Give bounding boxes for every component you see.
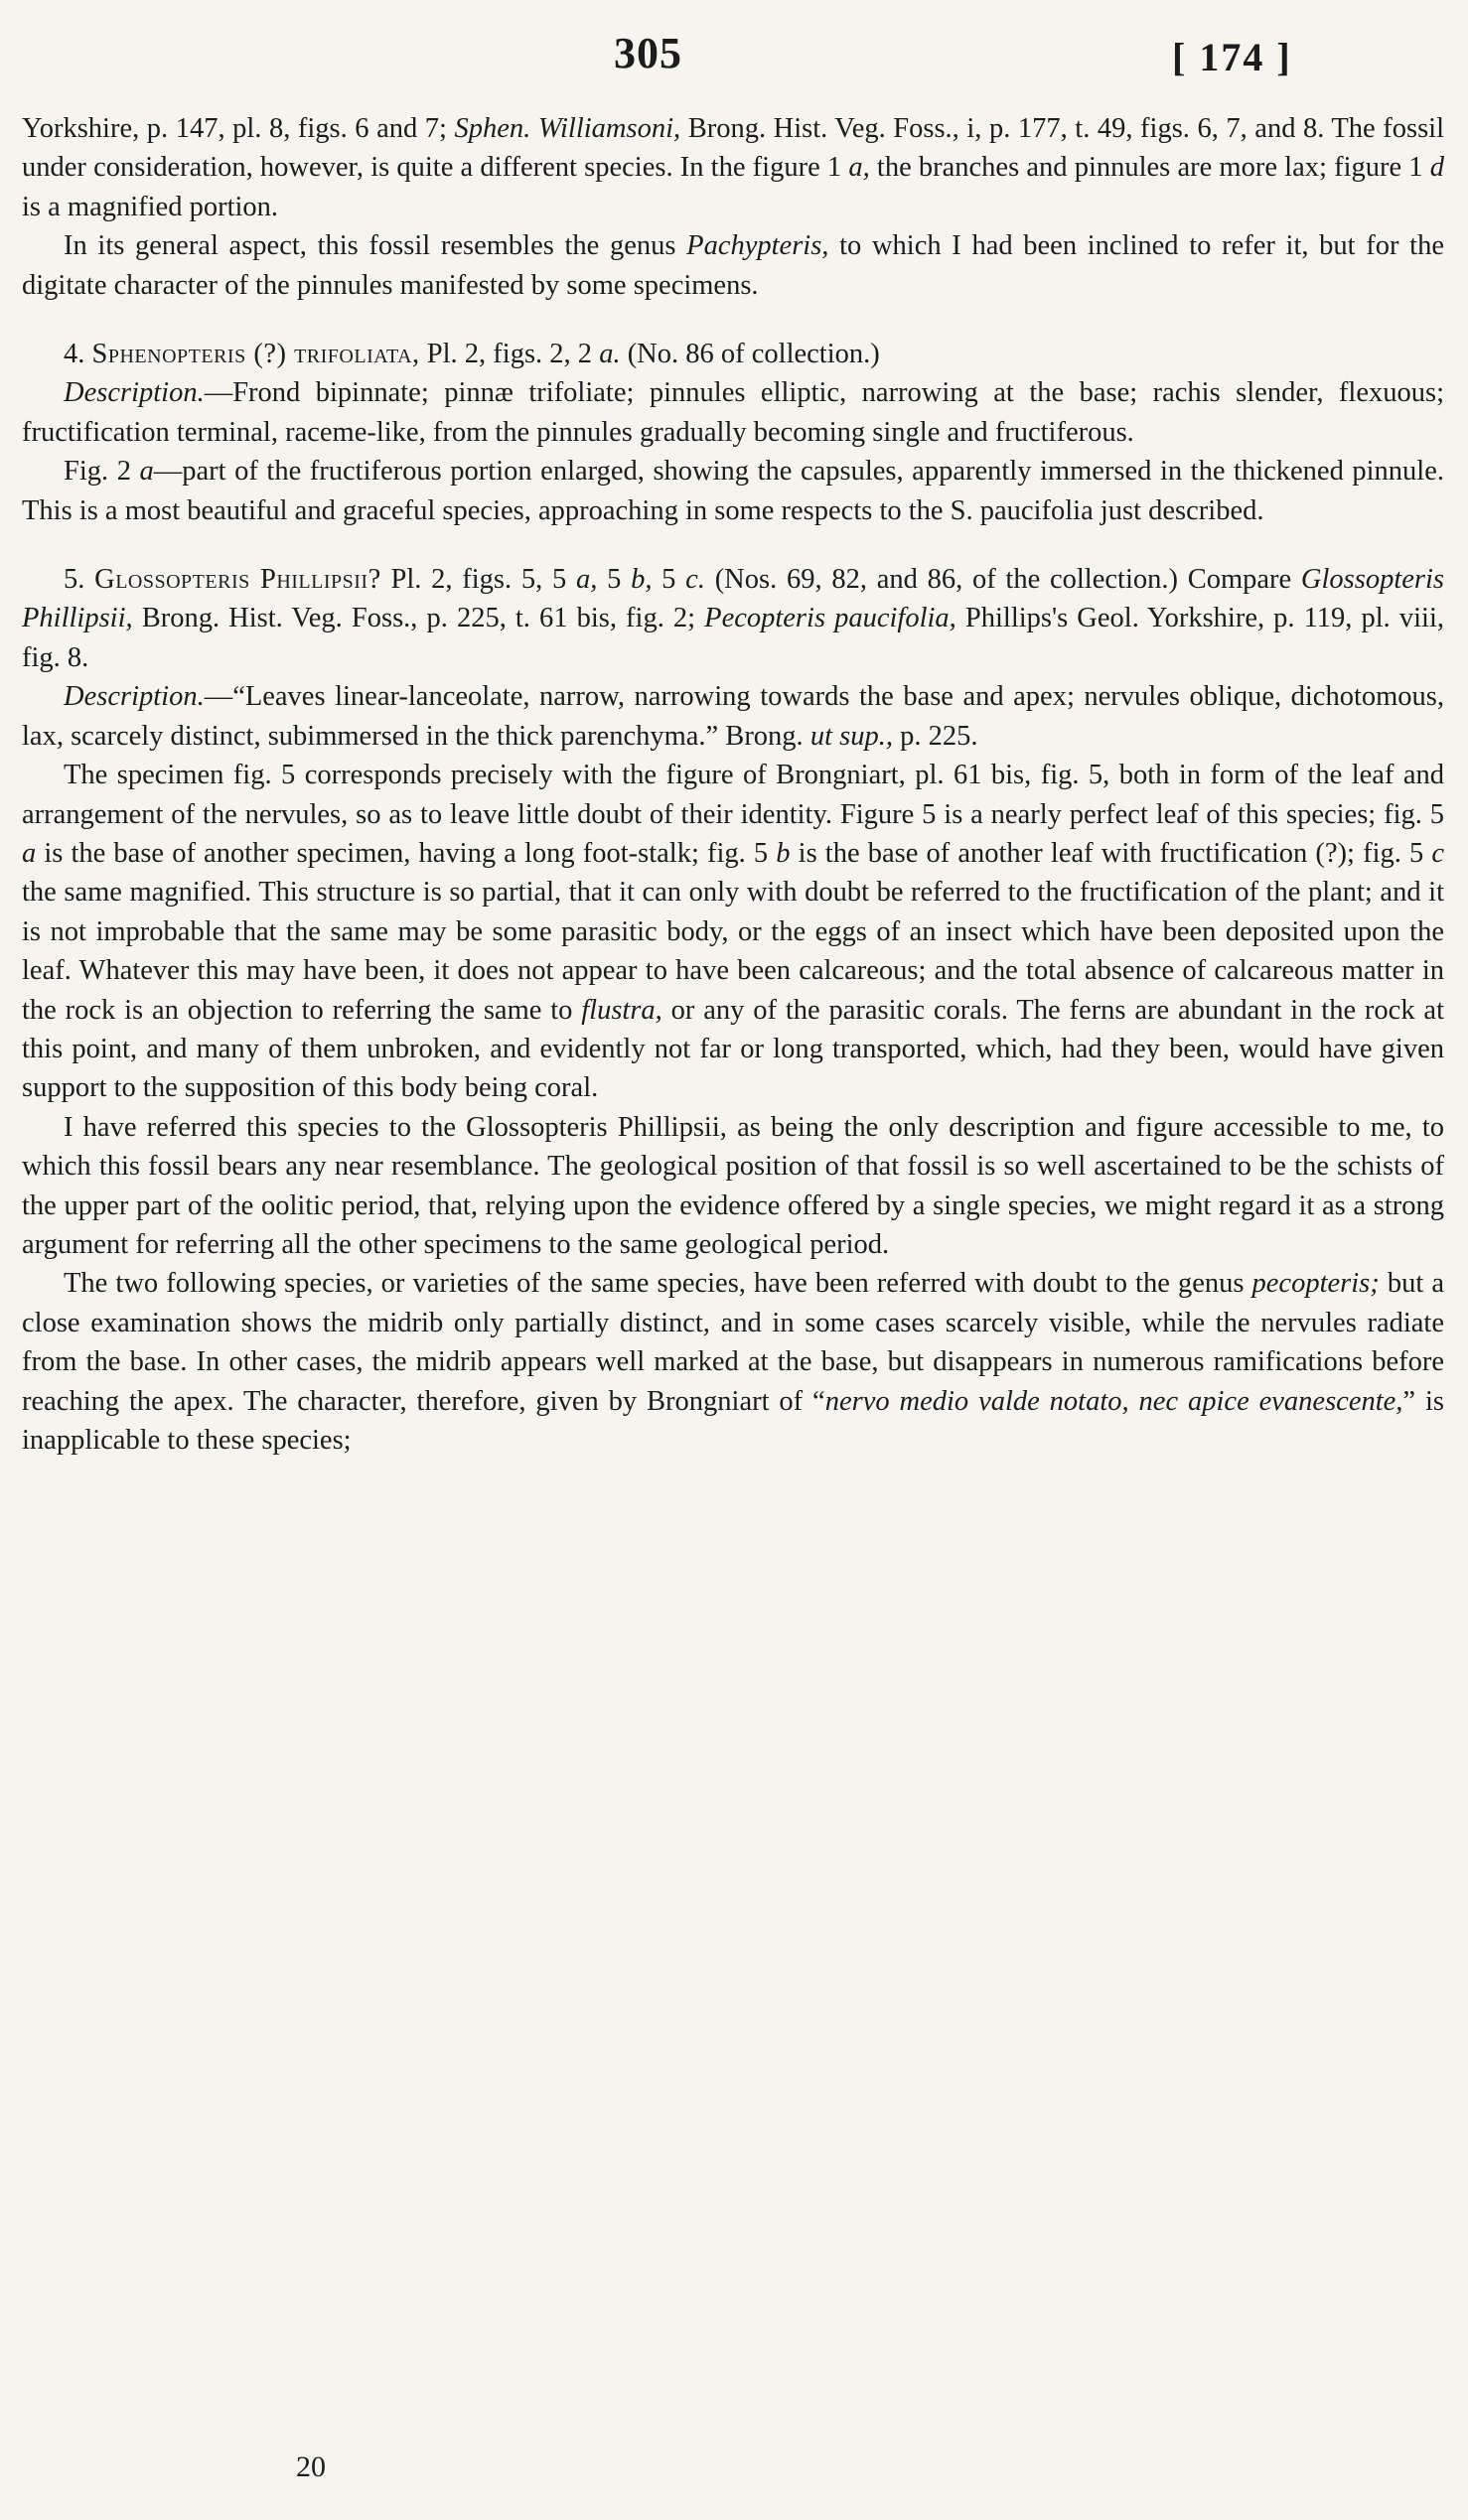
paragraph-general-aspect: [22, 226, 1444, 305]
italic-run: b: [776, 837, 791, 869]
paragraph-description-5: [22, 677, 1444, 756]
paragraph-description-4: [22, 373, 1444, 452]
species-name: Sphenopteris (?) trifoliata,: [91, 339, 420, 370]
text-run: or any of the parasitic corals. The ferns are abundant in the rock at this point, and many of them unbroken, and evidently not far or long transported, which, had they been, would have given support to the supposition of this body being coral.: [22, 994, 1444, 1104]
text-run: is the base of another leaf with fructification (?); fig. 5: [790, 837, 1432, 869]
page-header: [0, 28, 1468, 87]
italic-run: c.: [685, 564, 705, 596]
italic-run: a: [22, 837, 37, 869]
species-heading-5: [22, 560, 1444, 677]
text-run: Phillips's Geol. Yorkshire, p. 119, pl. viii, fig. 8.: [22, 603, 1445, 673]
italic-run: c: [1431, 837, 1445, 869]
text-run: (Nos. 69, 82, and 86, of the collection.) Compare: [704, 564, 1301, 596]
species-name: Glossopteris Phillipsii?: [94, 564, 381, 596]
page-number: 305: [614, 29, 682, 77]
text-run: Brong. Hist. Veg. Foss., p. 225, t. 61 bis, fig. 2;: [132, 603, 705, 634]
text-run: 5: [652, 564, 686, 596]
text-run: Brong. Hist. Veg. Foss., i, p. 177, t. 49, figs. 6, 7, and 8. The fossil under consideration, however, is quite a different species. In the figure 1: [22, 113, 1445, 184]
description-label: Description.: [64, 681, 205, 713]
italic-run: ut sup.,: [809, 720, 893, 752]
text-run: ” is inapplicable to these species;: [22, 1385, 1444, 1456]
italic-run: Sphen. Williamsoni,: [454, 113, 681, 144]
text-run: Yorkshire, p. 147, pl. 8, figs. 6 and 7;: [22, 113, 455, 144]
description-label: Description.: [64, 377, 205, 409]
paragraph-continuation: [22, 109, 1444, 226]
italic-run: nervo medio valde notato, nec apice evanescente,: [824, 1385, 1403, 1417]
italic-run: a: [139, 456, 154, 488]
text-run: (No. 86 of collection.): [620, 339, 880, 370]
text-run: to which I had been inclined to refer it, but for the digitate character of the pinnules manifested by some specimens.: [22, 230, 1444, 301]
italic-run: pecopteris;: [1251, 1268, 1380, 1300]
italic-run: Glossopteris Phillipsii,: [22, 564, 1445, 634]
italic-run: a,: [848, 152, 870, 184]
species-number: 5.: [64, 564, 95, 596]
text-run: Pl. 2, figs. 2, 2: [419, 339, 600, 370]
text-run: the same magnified. This structure is so partial, that it can only with doubt be referred to the fructification of the plant; and it is not improbable that the same may be some parasitic body, or the eggs of an insect which have been deposited upon the leaf. Whatever this may have been, it does not appear to have been calcareous; and the total absence of calcareous matter in the rock is an objection to referring the same to: [22, 877, 1444, 1026]
text-run: The specimen fig. 5 corresponds precisely with the figure of Brongniart, pl. 61 bis, fig. 5, both in form of the leaf and arrangement of the nervules, so as to leave little doubt of their identity. Figure 5 is a nearly perfect leaf of this species; fig. 5: [22, 760, 1444, 830]
paragraph-specimen-fig-5: [22, 756, 1444, 1108]
text-run: 5: [597, 564, 632, 596]
italic-run: Pachypteris,: [686, 230, 829, 262]
text-run: Pl. 2, figs. 5, 5: [380, 564, 576, 596]
text-run: is a magnified portion.: [22, 191, 279, 222]
italic-run: a.: [599, 339, 621, 370]
italic-run: b,: [631, 564, 653, 596]
species-heading-4: [22, 335, 1444, 373]
text-run: —“Leaves linear-lanceolate, narrow, narrowing towards the base and apex; nervules oblique, dichotomous, lax, scarcely distinct, subimmersed in the thick parenchyma.” Brong.: [22, 681, 1444, 752]
paragraph-fig-2a: [22, 452, 1444, 530]
italic-run: flustra,: [581, 994, 662, 1026]
signature-mark: 20: [296, 2450, 326, 2483]
paragraph-referral: [22, 1108, 1444, 1265]
italic-run: d: [1429, 152, 1444, 184]
italic-run: Pecopteris paucifolia,: [704, 603, 956, 634]
text-run: The two following species, or varieties of the same species, have been referred with doubt to the genus: [64, 1268, 1252, 1300]
text-run: I have referred this species to the Glossopteris Phillipsii, as being the only description and figure accessible to me, to which this fossil bears any near resemblance. The geological position of that fossil is so well ascertained to be the schists of the upper part of the oolitic period, that, relying upon the evidence offered by a single species, we might regard it as a strong argument for referring all the other specimens to the same geological period.: [22, 1111, 1444, 1260]
species-number: 4.: [64, 339, 92, 370]
italic-run: a,: [575, 564, 598, 596]
text-run: p. 225.: [892, 720, 978, 752]
text-run: the branches and pinnules are more lax; figure 1: [869, 152, 1430, 184]
text-run: Fig. 2: [64, 456, 140, 488]
text-run: In its general aspect, this fossil resembles the genus: [64, 230, 687, 262]
text-run: —Frond bipinnate; pinnæ trifoliate; pinnules elliptic, narrowing at the base; rachis slender, flexuous; fructification terminal, raceme-like, from the pinnules gradually becoming single and fructiferous.: [22, 377, 1444, 448]
text-run: but a close examination shows the midrib only partially distinct, and in some cases scarcely visible, while the nervules radiate from the base. In other cases, the midrib appears well marked at the base, but disappears in numerous ramifications before reaching the apex. The character, therefore, given by Brongniart of “: [22, 1268, 1444, 1417]
text-run: is the base of another specimen, having a long foot-stalk; fig. 5: [36, 837, 777, 869]
text-run: —part of the fructiferous portion enlarged, showing the capsules, apparently immersed in the thickened pinnule. This is a most beautiful and graceful species, approaching in some respects to the S. paucifolia just described.: [22, 456, 1444, 526]
body-text: [22, 109, 1444, 1460]
paragraph-following-species: [22, 1264, 1444, 1460]
original-page-number: [ 174 ]: [1172, 35, 1292, 79]
